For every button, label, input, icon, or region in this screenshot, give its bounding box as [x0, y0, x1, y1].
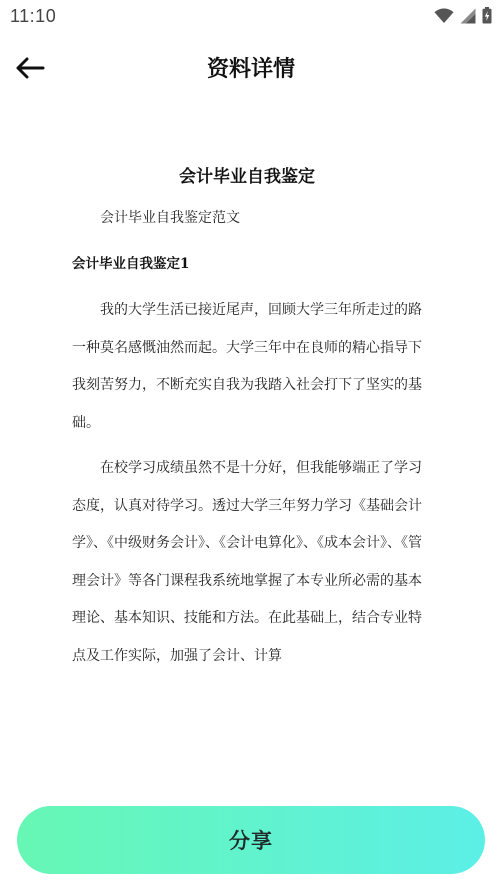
header	[0, 34, 502, 104]
document-title: 会计毕业自我鉴定	[179, 167, 315, 187]
document-paragraph: 在校学习成绩虽然不是十分好，但我能够端正了学习态度，认真对待学习。透过大学三年努力学习《基础会计学》、《中级财务会计》、《会计电算化》、《成本会计》、《管理会计》等各门课程我系统地掌握了本专业所必需的基本理论、基本知识、技能和方法。在此基础上，结合专业特点及工作实际，加强了会计、计算	[72, 460, 422, 664]
status-icons	[434, 7, 492, 24]
wifi-icon	[434, 8, 454, 24]
battery-icon	[482, 7, 492, 24]
document-subtitle: 会计毕业自我鉴定范文	[100, 210, 240, 226]
document-section-heading: 会计毕业自我鉴定1	[72, 256, 190, 272]
status-time: 11:10	[10, 6, 57, 26]
document-paragraph: 我的大学生活已接近尾声，回顾大学三年所走过的路一种莫名感慨油然而起。大学三年中在良师的精心指导下我刻苦努力，不断充实自我为我踏入社会打下了坚实的基础。	[72, 302, 422, 431]
cellular-signal-icon	[460, 8, 476, 24]
document-content	[72, 150, 422, 675]
share-button[interactable]	[17, 806, 485, 874]
share-label: 分享	[229, 829, 273, 853]
status-bar	[0, 0, 502, 34]
page-title: 资料详情	[206, 57, 295, 82]
